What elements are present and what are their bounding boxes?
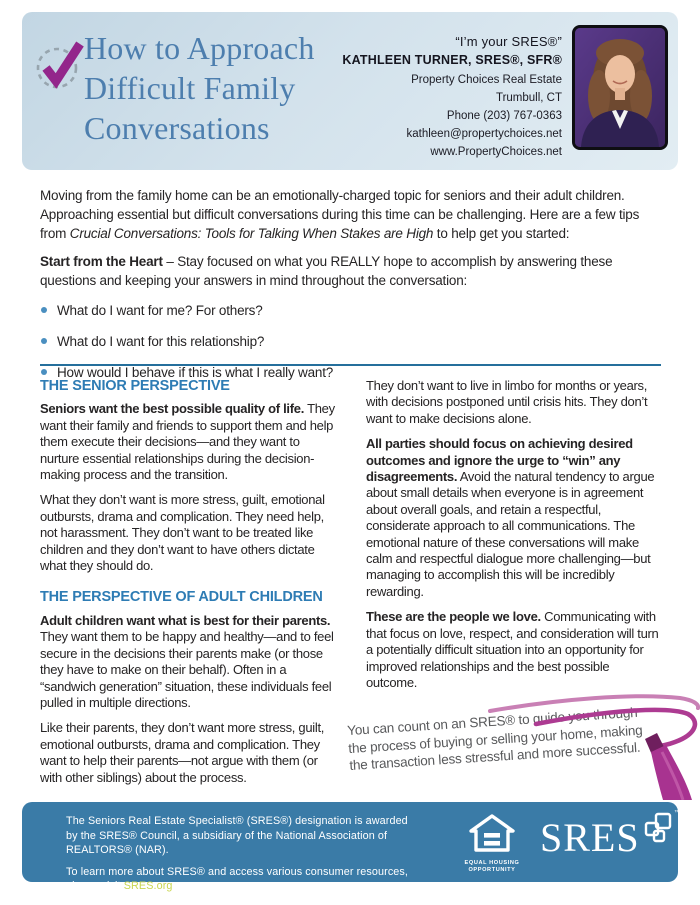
footer-cta-period: . [172,880,176,892]
book-title: Crucial Conversations: Tools for Talking When Stakes are High [69,226,434,241]
sres-trademark: ™ [674,810,680,816]
heading-adult-children: THE PERSPECTIVE OF ADULT CHILDREN [40,589,323,606]
eho-label-line1: EQUAL HOUSING [464,860,520,866]
adult-p1-lead: Adult children want what is best for their parents. [40,612,331,628]
footer-disclaimer: The Seniors Real Estate Specialist® (SRES®) designation is awarded by the SRES® Council, a subsidiary of the National Association of REALTORS® (NAR). [66,815,408,856]
adult-p1-text: They want them to be happy and healthy—and to feel secure in the decisions their parents make (or those they have to make on their behalf). Often in a “sandwich generation” situation, these individuals feel pulled in multiple directions. [40,629,334,710]
right-p2-text: Avoid the natural tendency to argue about small details when everyone is in agreement about overall goals, and retain a respectful, considerate approach to all communications. The emotional nature of these conversations will make calm and respectful dialogue more challenging—but managing to accomplish this will be incredibly rewarding. [366,469,655,599]
start-heart-lead: Start from the Heart [40,254,163,269]
footer-panel [22,802,680,892]
equal-housing-logo [458,813,526,874]
agent-email-link[interactable]: kathleen@propertychoices.net [406,128,562,140]
agent-company: Property Choices Real Estate [411,74,562,86]
right-p3-text: Communicating with that focus on love, respect, and consideration will turn a potentially difficult situation into an opportunity for improved relationships and the best possible outcome. [366,609,659,690]
agent-tagline: “I’m your SRES®” [455,34,562,49]
sres-squares-icon [644,812,674,855]
footer-cta [66,865,416,894]
agent-website-link[interactable]: www.PropertyChoices.net [430,146,562,158]
adult-paragraph-2: Like their parents, they don’t want more stress, guilt, emotional outbursts, drama and complication. They want to help their parents—not argue with them (or with other siblings) about the process. [40,720,325,785]
right-paragraph-1: They don’t want to live in limbo for months or years, with decisions postponed until crisis hits. They don’t want to make decisions alone. [366,378,648,426]
right-paragraph-3 [366,609,662,691]
sres-logo [540,810,680,860]
eho-label [458,860,526,874]
intro-text: Moving from the family home can be an emotionally-charged topic for seniors and their adult children. Approaching essential but difficult conversations during this time can be challenging. Here are a few tips from [40,188,640,241]
intro-paragraph [40,186,662,243]
eho-label-line2: OPPORTUNITY [468,867,516,873]
agent-contact-block [302,34,562,161]
right-p3-lead: These are the people we love. [366,609,541,625]
sres-org-link[interactable]: SRES.org [123,880,173,892]
agent-name: KATHLEEN TURNER, SRES®, SFR® [342,53,562,67]
agent-location: Trumbull, CT [495,92,562,104]
senior-paragraph-1 [40,401,336,483]
senior-p1-lead: Seniors want the best possible quality of life. [40,401,305,417]
column-left [40,378,336,795]
bullet-item: What do I want for me? For others? [40,301,662,320]
sres-wordmark: SRES [540,815,640,860]
page-title-line: Difficult Family [84,70,296,106]
right-paragraph-2 [366,436,662,600]
bullet-item: What do I want for this relationship? [40,332,662,351]
right-p2-lead: All parties should focus on achieving desired outcomes and ignore the urge to “win” any disagreements. [366,436,633,485]
equal-housing-icon [469,813,515,853]
bullet-list [40,301,662,382]
heading-senior-perspective: THE SENIOR PERSPECTIVE [40,378,230,394]
intro-text-end: to help get you started: [433,226,570,241]
agent-phone: Phone (203) 767-0363 [446,110,562,122]
page-title-line: How to Approach [84,30,315,66]
handwritten-note: You can count on an SRES® to guide you through the process of buying or selling your home, making the transaction less stressful and more successful. [346,704,643,774]
header-panel [22,12,678,170]
senior-p1-text: They want their family and friends to support them and help them execute their decisions—and they want to nurture essential relationships during the decision-making process and the transition. [40,401,335,483]
page-title-line: Conversations [84,110,270,146]
section-divider [40,364,661,366]
footer-text-block [66,814,416,901]
start-heart-text: – Stay focused on what you REALLY hope to accomplish by answering these questions and keeping your answers in mind throughout the conversation: [40,254,613,288]
agent-photo [572,25,668,150]
start-heart-paragraph [40,252,662,290]
senior-paragraph-2: What they don’t want is more stress, guilt, emotional outbursts, drama and complication. They need help, not harassment. They don’t want to be treated like children and they don’t want to have others dictate what they should do. [40,492,325,574]
bullet-item: How would I behave if this is what I really want? [40,363,662,382]
footer-cta-text: To learn more about SRES® and access various consumer resources, please visit [66,865,409,892]
intro-section [40,186,662,394]
adult-paragraph-1 [40,613,336,711]
